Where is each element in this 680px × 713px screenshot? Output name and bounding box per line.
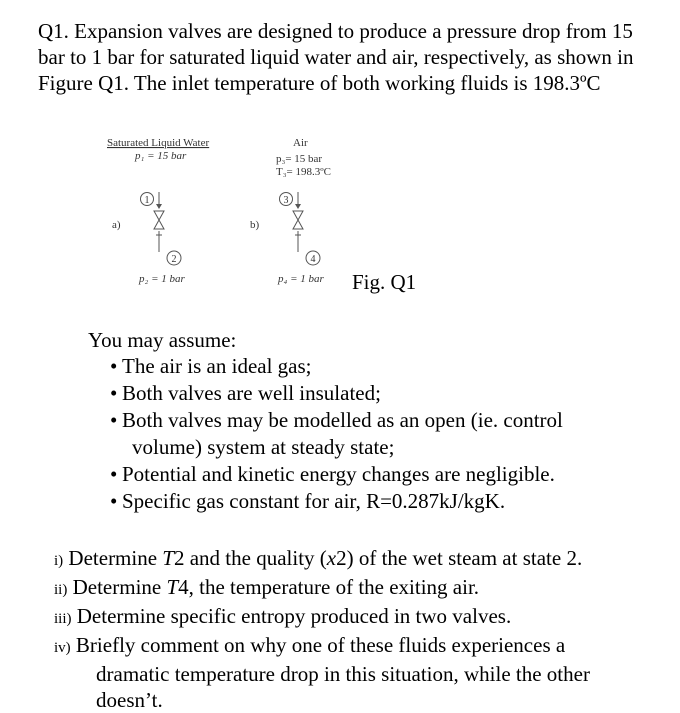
left-part-label: a) [112,219,121,231]
left-valve-icon [154,211,164,229]
right-flow-arrow-icon [295,204,301,209]
state-4-label: 4 [310,254,316,265]
task-iv: iv) Briefly comment on why one of these fluids experiences a dramatic temperature drop in this situation, while the other doesn’t. [54,633,590,712]
right-inlet-pressure: p₃= 15 bar [276,153,323,165]
left-title: Saturated Liquid Water [107,137,210,149]
list-item: • Both valves are well insulated; [110,381,381,405]
question-text: Q1. Expansion valves are designed to produce a pressure drop from 15 bar to 1 bar for saturated liquid water and air, respectively, as shown in Figure Q1. The inlet temperature of both working fluids is 198.3ºC [38,19,634,95]
list-item: • Specific gas constant for air, R=0.287kJ/kgK. [110,489,506,513]
task-list [54,545,654,713]
list-item: • Potential and kinetic energy changes are negligible. [110,462,555,486]
right-outlet-pressure: p₄ = 1 bar [278,273,324,285]
figure-caption: Fig. Q1 [352,270,417,294]
state-2-label: 2 [171,254,177,265]
task-ii: ii) Determine T4, the temperature of the exiting air. [54,575,480,599]
state-3-label: 3 [283,195,289,206]
task-iii: iii) Determine specific entropy produced in two valves. [54,604,512,628]
list-item: • Both valves may be modelled as an open (ie. control volume) system at steady state; [110,408,563,459]
valve-diagram [95,132,425,292]
figure-q1 [95,132,425,292]
task-i: i) Determine T2 and the quality (x2) of the wet steam at state 2. [54,546,583,570]
state-1-label: 1 [144,195,150,206]
right-inlet-temperature: T₃= 198.3ºC [276,166,332,178]
assumptions-list [110,353,630,515]
list-item: • The air is an ideal gas; [110,354,312,378]
right-title: Air [293,137,308,149]
assumptions-title: You may assume: [88,328,237,352]
left-inlet-pressure: p₁ = 15 bar [135,150,187,162]
left-outlet-pressure: p₂ = 1 bar [139,273,185,285]
right-part-label: b) [250,219,260,231]
left-flow-arrow-icon [156,204,162,209]
right-valve-icon [293,211,303,229]
